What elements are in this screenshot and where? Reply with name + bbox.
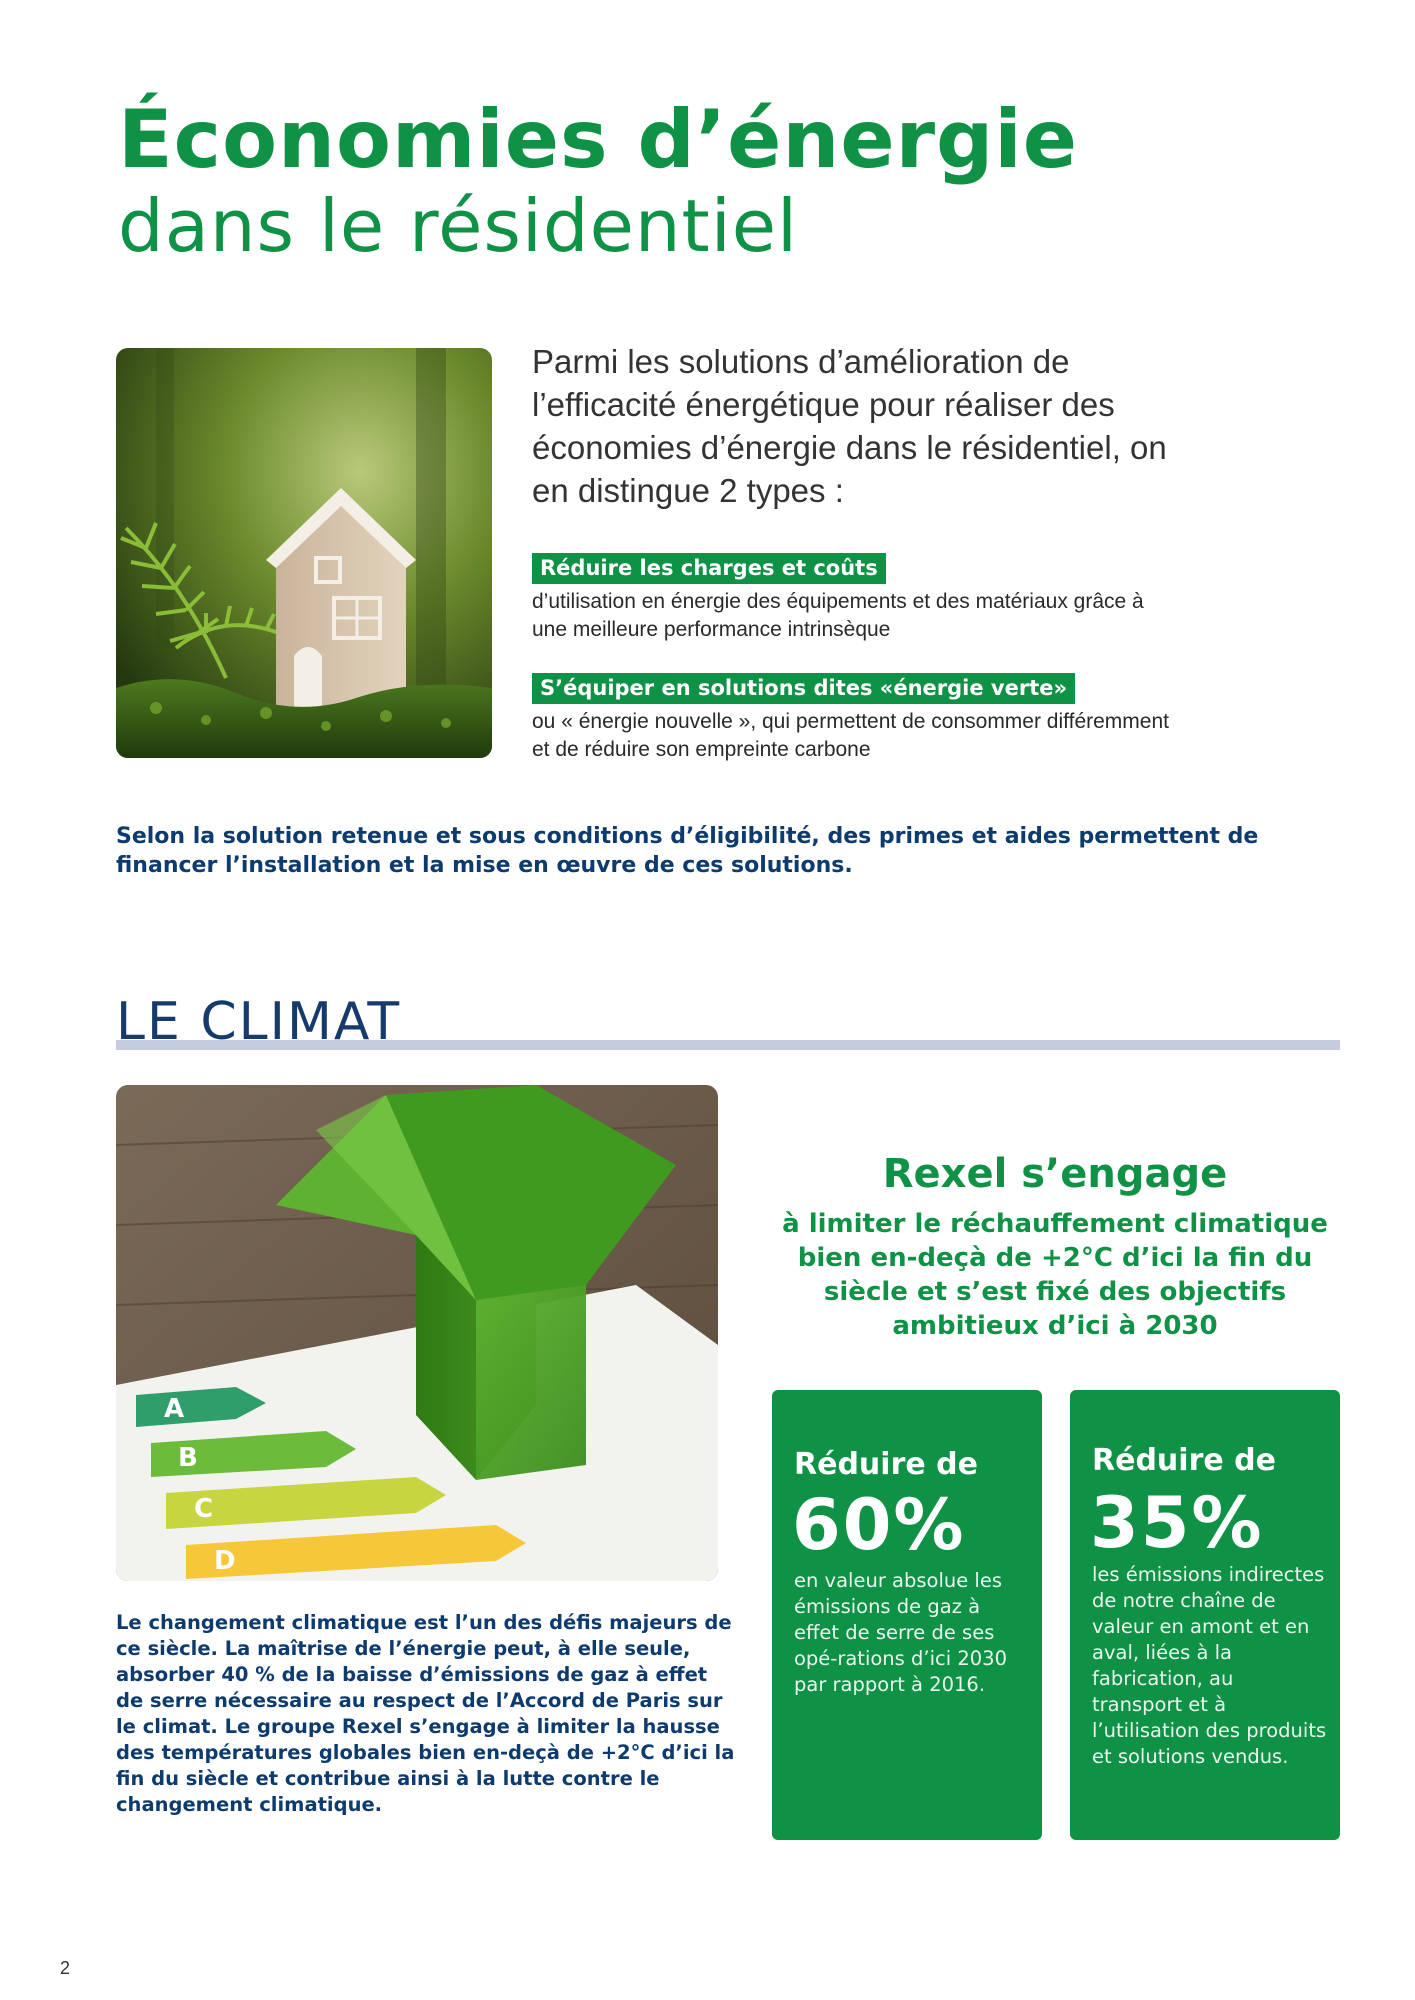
page-subtitle: dans le résidentiel: [118, 184, 799, 268]
card-body: en valeur absolue les émissions de gaz à effet de serre de ses opé-rations d’ici 2030 par rapport à 2016.: [794, 1569, 1007, 1696]
card-body: les émissions indirectes de notre chaîne de valeur en amont et en aval, liées à la fabrication, au transport et à l’utilisation des produits et solutions vendus.: [1092, 1563, 1327, 1768]
type-description-energie-verte: ou « énergie nouvelle », qui permettent de consommer différemment et de réduire son empreinte carbone: [532, 710, 1169, 761]
page-number: 2: [60, 1958, 71, 1978]
target-card-60: [772, 1390, 1042, 1840]
engage-text: à limiter le réchauffement climatique bien en-deçà de +2°C d’ici la fin du siècle et s’est fixé des objectifs ambitieux d’ici à 2030: [782, 1209, 1328, 1341]
card-percent: 35%: [1090, 1482, 1264, 1564]
page-title: Économies d’énergie: [118, 93, 1078, 186]
card-lead: Réduire de: [1092, 1443, 1276, 1478]
engage-title: Rexel s’engage: [882, 1151, 1228, 1197]
energy-label-house-photo: [116, 1085, 718, 1581]
type-highlight-energie-verte: S’équiper en solutions dites «énergie verte»: [532, 673, 1075, 704]
intro-paragraph: Parmi les solutions d’amélioration de l’efficacité énergétique pour réaliser des économies d’énergie dans le résidentiel, on en distingue 2 types :: [532, 343, 1167, 509]
card-lead: Réduire de: [794, 1447, 978, 1482]
type-description-charges: d’utilisation en énergie des équipements et des matériaux grâce à une meilleure performance intrinsèque: [532, 590, 1144, 641]
energy-label-c: C: [194, 1494, 214, 1524]
wooden-house-photo: [116, 348, 492, 758]
energy-label-b: B: [178, 1443, 198, 1473]
section-title-climat: LE CLIMAT: [116, 992, 402, 1052]
type-highlight-charges: Réduire les charges et coûts: [532, 553, 886, 584]
climate-paragraph: Le changement climatique est l’un des défis majeurs de ce siècle. La maîtrise de l’énergie peut, à elle seule, absorber 40 % de la baisse d’émissions de gaz à effet de serre nécessaire au respect de l’Accord de Paris sur le climat. Le groupe Rexel s’engage à limiter la hausse des températures globales bien en-deçà de +2°C d’ici la fin du siècle et contribue ainsi à la lutte contre le changement climatique.: [116, 1611, 735, 1816]
energy-label-a: A: [164, 1394, 185, 1424]
target-card-35: [1070, 1390, 1340, 1840]
energy-label-d: D: [214, 1546, 236, 1576]
eligibility-note: Selon la solution retenue et sous conditions d’éligibilité, des primes et aides permettent de financer l’installation et la mise en œuvre de ces solutions.: [116, 824, 1259, 878]
card-percent: 60%: [792, 1484, 966, 1566]
